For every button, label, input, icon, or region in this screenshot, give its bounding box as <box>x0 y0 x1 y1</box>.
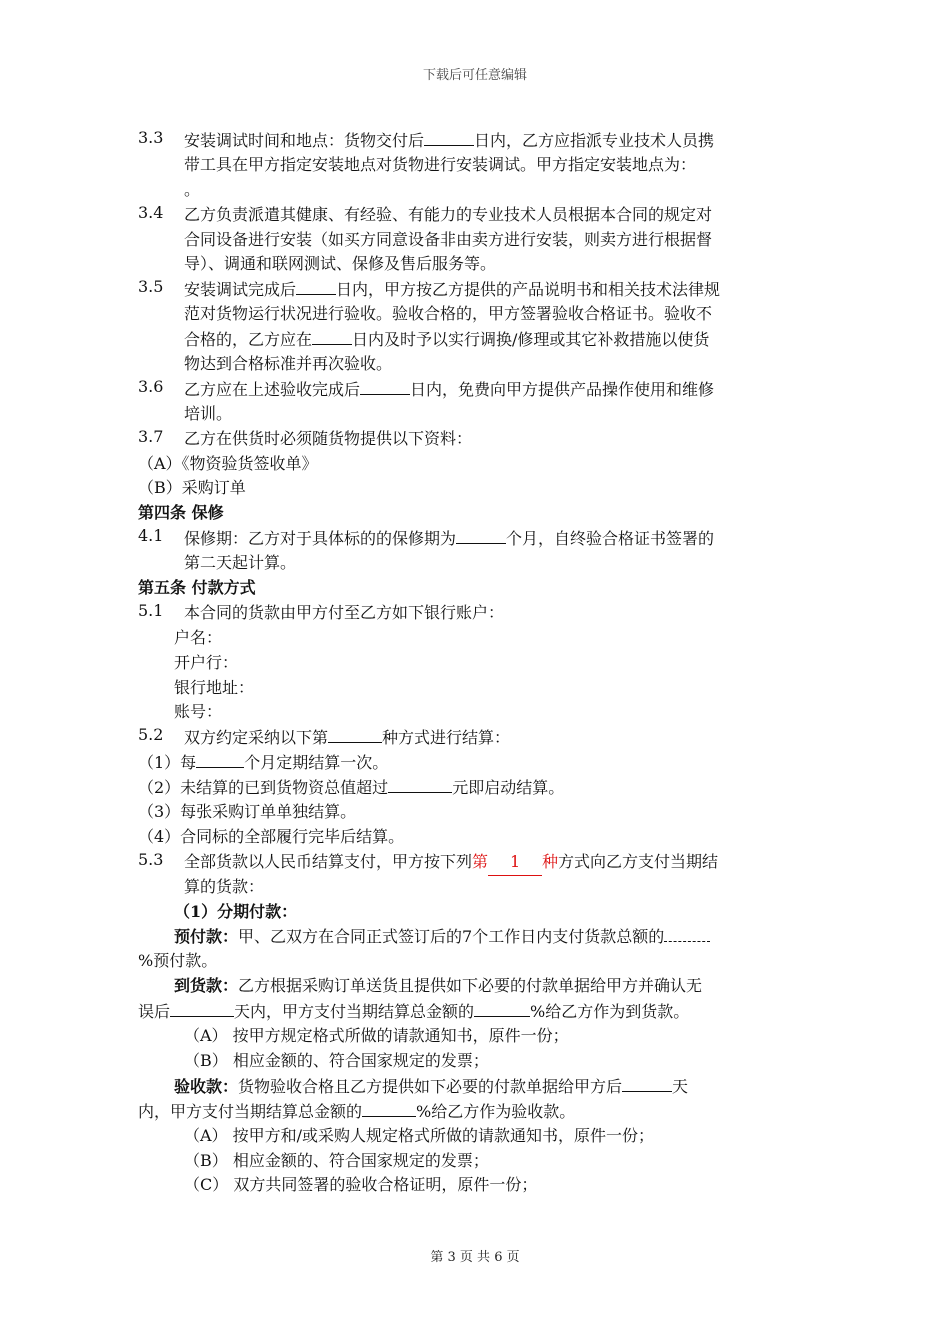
clause-3-4: 3.4 乙方负责派遣其健康、有经验、有能力的专业技术人员根据本合同的规定对 合同设备进行安装（如买方同意设备非由卖方进行安装，则卖方进行根据督 导）、调通和联网测试、保修及售后服务等。 <box>138 202 713 274</box>
blank-field <box>328 725 382 743</box>
blank-field <box>622 1074 672 1092</box>
blank-field <box>474 999 530 1017</box>
list-item: （A）《物资验货签收单》 <box>138 453 318 473</box>
list-item: （2）未结算的已到货物资总值超过 元即启动结算。 <box>138 775 814 800</box>
clause-number: 3.6 <box>138 376 164 396</box>
list-item: （A） 按甲方和/或采购人规定格式所做的请款通知书，原件一份； <box>184 1125 655 1145</box>
blank-field <box>664 929 710 942</box>
article-5-heading: 第五条 付款方式 <box>138 578 256 598</box>
clause-3-5: 3.5 安装调试完成后 日内，甲方按乙方提供的产品说明书和相关技术法律规 范对货物运行状况进行验收。验收合格的，甲方签署验收合格证书。验收不 合格的，乙方应在 日内及时予以实行调换/修理或其它补救措施以使货 物达到合格标准并再次验收。 <box>138 277 721 374</box>
clause-number: 4.1 <box>138 526 164 546</box>
clause-5-2: 5.2 双方约定采纳以下第 种方式进行结算： <box>138 725 511 748</box>
clause-3-6: 3.6 乙方应在上述验收完成后 日内，免费向甲方提供产品操作使用和维修 培训。 <box>138 376 715 423</box>
list-item: （3）每张采购订单单独结算。 <box>138 802 357 822</box>
bank-address-field: 银行地址： <box>174 677 255 697</box>
arrival-payment-label: 到货款： <box>174 976 239 996</box>
blank-field <box>362 1099 416 1117</box>
clause-number: 5.2 <box>138 725 164 745</box>
blank-field <box>170 999 234 1017</box>
list-item: （B）采购订单 <box>138 478 246 498</box>
acceptance-payment-label: 验收款： <box>174 1076 239 1096</box>
installment-heading: （1）分期付款： <box>174 901 298 921</box>
blank-field <box>312 327 352 345</box>
blank-field <box>360 377 410 395</box>
list-item: （1）每 个月定期结算一次。 <box>138 750 814 775</box>
clause-5-3: 5.3 全部货款以人民币结算支付，甲方按下列第 1 种方式向乙方支付当期结 算的货款： <box>138 849 719 896</box>
acceptance-payment-paragraph: 验收款：货物验收合格且乙方提供如下必要的付款单据给甲方后 天 <box>138 1074 814 1099</box>
account-number-field: 账号： <box>174 702 223 722</box>
prepayment-label: 预付款： <box>174 926 239 946</box>
clause-number: 3.5 <box>138 277 164 297</box>
clause-3-7: 3.7 乙方在供货时必须随货物提供以下资料： <box>138 426 473 448</box>
page-header: 下载后可任意编辑 <box>422 68 527 83</box>
clause-number: 3.7 <box>138 426 164 446</box>
clause-4-1: 4.1 保修期：乙方对于具体标的的保修期为 个月，自终验合格证书签署的 第二天起计算。 <box>138 526 715 573</box>
list-item: （4）合同标的全部履行完毕后结算。 <box>138 826 405 846</box>
clause-number: 3.4 <box>138 202 164 222</box>
bank-field: 开户行： <box>174 652 239 672</box>
account-name-field: 户名： <box>174 627 223 647</box>
document-body: 3.3 安装调试时间和地点：货物交付后 日内，乙方应指派专业技术人员携 带工具在甲方指定安装地点对货物进行安装调试。甲方指定安装地点为： 。 3.4 乙方负责派遣其健康、有经验、有能力的专业技术人员根据本合同的规定对 合同设备进行安装（如买方同意设备非由卖方进行安装，则卖方进行根据督 导）、调通和联网测试、保修及售后服务等。 3.5 安装调试完成后 日内，甲方按乙方提供的产品说明书和相关技术法律规 范对货物运行状况进行验收。验收合格的，甲方签署验收合格证书。验收不 合格的，乙方应在 日内及时予以实行调换/修理或其它补救措施以使货 物达到合格标准并再次验收。 3.6 乙方应在上述验收完成后 日内，免费向甲方提供产品操作使用和维修 培训。 3.7 乙方在供货时必须随货物提供以下资料： （A）《物资验货签收单》 （B）采购订单 第四条 保修 4.1 保修期：乙方对于具体标的的保修期为 个月，自终验合格证书签署的 第二天起计算。 第五条 付款方式 5.1 本合同的货款由甲方付至乙方如下银行账户： 户名： 开户行： 银行地址： 账号： 5.2 双方约定采纳以下第 种方式进行结算： （1）每 个月定期结算一次。 （2）未结算的已到货物资总值超过 元即启动结算。 （3）每张采购订单单独结算。 （4）合同标的全部履行完毕后结算。 5.3 全部货款以人民币结算支付，甲方按下列第 1 种方式向乙方支付当期结 算的货款： （1）分期付款： 预付款：甲、乙双方在合同正式签订后的7个工作日内支付货款总额的 %预付款。 到货款：乙方根据采购订单送货且提供如下必要的付款单据给甲方并确认无 误后 天内，甲方支付当期结算总金额的 %给乙方作为到货款。 （A） 按甲方规定格式所做的请款通知书，原件一份； （B） 相应金额的、符合国家规定的发票； 验收款：货物验收合格且乙方提供如下必要的付款单据给甲方后 天 内，甲方支付当期结算总金额的 %给乙方作为验收款。 （A） 按甲方和/或采购人规定格式所做的请款通知书，原件一份； （B） 相应金额的、符合国家规定的发票； （C） 双方共同签署的验收合格证明，原件一份； <box>138 128 814 1198</box>
blank-field <box>424 128 474 146</box>
blank-field <box>388 775 452 793</box>
blank-field <box>196 750 244 768</box>
prepayment-paragraph: 预付款：甲、乙双方在合同正式签订后的7个工作日内支付货款总额的 <box>138 925 814 950</box>
clause-number: 5.3 <box>138 849 164 869</box>
blank-field <box>456 526 506 544</box>
list-item: （B） 相应金额的、符合国家规定的发票； <box>184 1050 489 1070</box>
list-item: （C） 双方共同签署的验收合格证明，原件一份； <box>184 1175 538 1195</box>
clause-number: 5.1 <box>138 600 164 620</box>
page-footer: 第 3 页 共 6 页 <box>430 1250 520 1265</box>
blank-field <box>296 277 336 295</box>
clause-3-3: 3.3 安装调试时间和地点：货物交付后 日内，乙方应指派专业技术人员携 带工具在甲方指定安装地点对货物进行安装调试。甲方指定安装地点为： 。 <box>138 128 715 199</box>
clause-5-1: 5.1 本合同的货款由甲方付至乙方如下银行账户： <box>138 600 505 622</box>
list-item: （A） 按甲方规定格式所做的请款通知书，原件一份； <box>184 1026 569 1046</box>
arrival-payment-paragraph: 到货款：乙方根据采购订单送货且提供如下必要的付款单据给甲方并确认无 <box>174 976 703 996</box>
clause-number: 3.3 <box>138 128 164 147</box>
list-item: （B） 相应金额的、符合国家规定的发票； <box>184 1150 489 1170</box>
selected-method-value: 1 <box>488 850 542 876</box>
article-4-heading: 第四条 保修 <box>138 503 224 523</box>
